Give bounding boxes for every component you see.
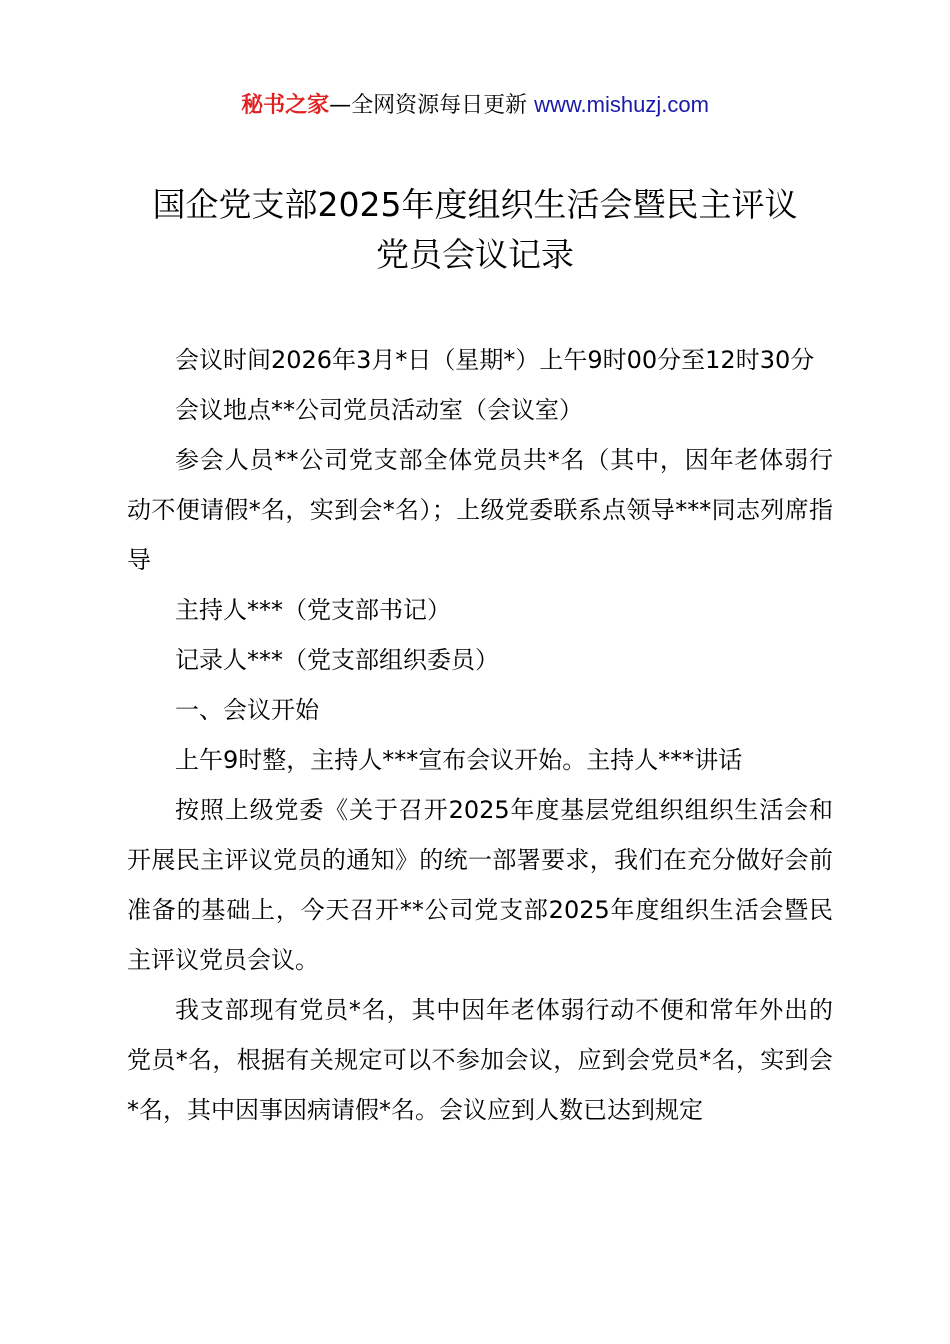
meeting-time: 会议时间2026年3月*日（星期*）上午9时00分至12时30分 <box>175 346 815 374</box>
body-paragraph: 我支部现有党员*名，其中因年老体弱行动不便和常年外出的党员*名，根据有关规定可以不参加会议，应到会党员*名，实到会*名，其中因事因病请假*名。会议应到人数已达到规定 <box>127 996 833 1124</box>
body-paragraph: 上午9时整，主持人***宣布会议开始。主持人***讲话 <box>175 746 743 774</box>
title-line-1: 国企党支部2025年度组织生活会暨民主评议 <box>152 185 798 224</box>
meeting-location: 会议地点**公司党员活动室（会议室） <box>175 396 583 424</box>
attendees: 参会人员**公司党支部全体党员共*名（其中，因年老体弱行动不便请假*名，实到会*名）；上级党委联系点领导***同志列席指导 <box>127 446 833 574</box>
title-line-2: 党员会议记录 <box>376 235 574 274</box>
document-body <box>127 335 833 1135</box>
document-title <box>100 180 850 280</box>
header-tagline: 全网资源每日更新 <box>351 93 528 118</box>
section-heading: 一、会议开始 <box>175 696 319 724</box>
site-url-link[interactable]: www.mishuzj.com <box>534 92 709 117</box>
host: 主持人***（党支部书记） <box>175 596 451 624</box>
brand-name: 秘书之家 <box>241 93 330 118</box>
recorder: 记录人***（党支部组织委员） <box>175 646 499 674</box>
site-header <box>0 88 950 123</box>
body-paragraph: 按照上级党委《关于召开2025年度基层党组织组织生活会和开展民主评议党员的通知》的统一部署要求，我们在充分做好会前准备的基础上，今天召开**公司党支部2025年度组织生活会暨民主评议党员会议。 <box>127 796 833 974</box>
header-separator: — <box>329 93 352 118</box>
